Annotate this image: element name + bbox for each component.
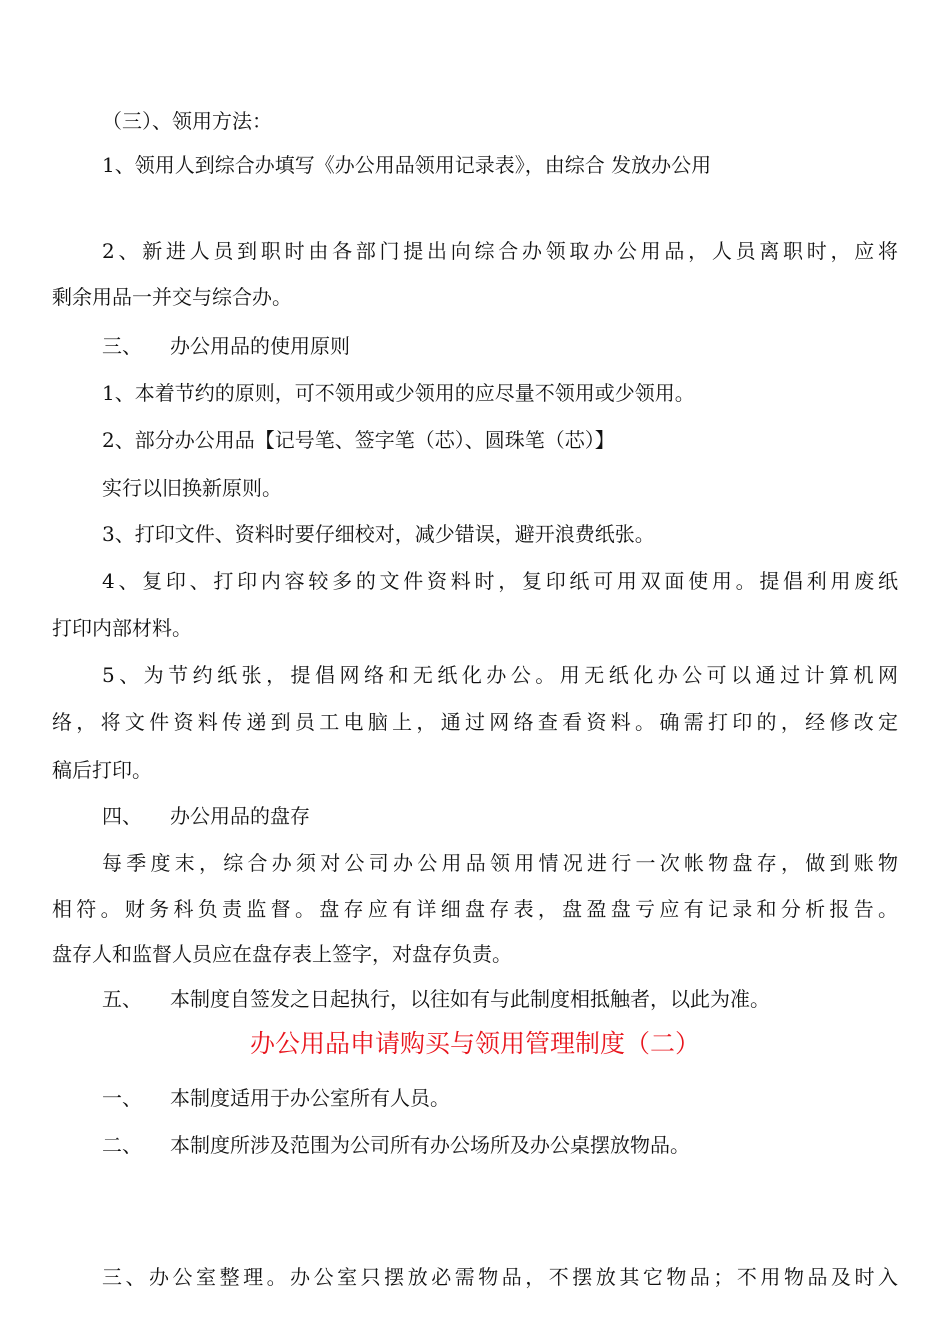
paragraph: 每季度末，综合办须对公司办公用品领用情况进行一次帐物盘存，做到账物 [102,851,898,875]
paragraph: 2、部分办公用品【记号笔、签字笔（芯）、圆珠笔（芯）】 [102,428,615,452]
section-title: 办公用品的盘存 [170,804,310,828]
paragraph: 1、领用人到综合办填写《办公用品领用记录表》，由综合 发放办公用 [102,153,712,177]
paragraph: 盘存人和监督人员应在盘存表上签字，对盘存负责。 [52,942,512,966]
section-number: 二、 [102,1133,142,1157]
subsection-heading: （三）、领用方法： [102,109,272,133]
paragraph: 5、为节约纸张，提倡网络和无纸化办公。用无纸化办公可以通过计算机网 [102,663,898,687]
paragraph: 1、本着节约的原则，可不领用或少领用的应尽量不领用或少领用。 [102,381,695,405]
paragraph: 打印内部材料。 [52,616,192,640]
section-text: 本制度自签发之日起执行，以往如有与此制度相抵触者，以此为准。 [170,987,770,1011]
clause-text: 本制度所涉及范围为公司所有办公场所及办公桌摆放物品。 [170,1133,690,1157]
section-number: 三、 [102,334,142,358]
clause-text: 本制度适用于办公室所有人员。 [170,1086,450,1110]
paragraph: 剩余用品一并交与综合办。 [52,285,292,309]
section-number: 一、 [102,1086,142,1110]
paragraph: 2、新进人员到职时由各部门提出向综合办领取办公用品，人员离职时，应将 [102,239,898,263]
paragraph: 实行以旧换新原则。 [102,476,282,500]
section-title: 办公用品的使用原则 [170,334,350,358]
section-heading-4 [102,803,898,829]
paragraph: 4、复印、打印内容较多的文件资料时，复印纸可用双面使用。提倡利用废纸 [102,569,898,593]
clause-3: 三、办公室整理。办公室只摆放必需物品，不摆放其它物品；不用物品及时入 [102,1265,898,1289]
clause-2 [102,1132,898,1158]
paragraph: 络，将文件资料传递到员工电脑上，通过网络查看资料。确需打印的，经修改定 [52,710,898,734]
document-title: 办公用品申请购买与领用管理制度（二） [249,1029,700,1058]
paragraph: 相符。财务科负责监督。盘存应有详细盘存表，盘盈盘亏应有记录和分析报告。 [52,897,898,921]
section-heading-3 [102,333,898,359]
clause-1 [102,1085,898,1111]
section-number: 五、 [102,987,142,1011]
section-heading-5 [102,986,898,1012]
section-number: 四、 [102,804,142,828]
paragraph: 3、打印文件、资料时要仔细校对，减少错误，避开浪费纸张。 [102,522,655,546]
paragraph: 稿后打印。 [52,758,152,782]
